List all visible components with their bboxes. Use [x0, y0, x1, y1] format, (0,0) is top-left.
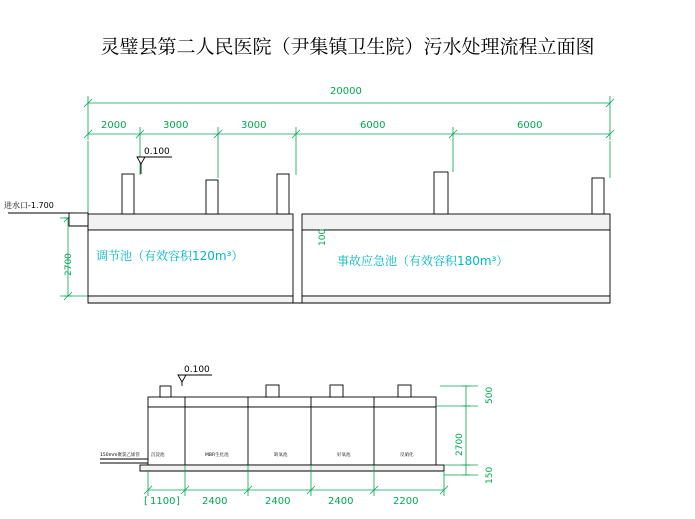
right-dimension-2700: 2700: [455, 433, 465, 456]
segment-dimension-3: 3000: [241, 120, 267, 131]
segment-dimension-5: 6000: [517, 120, 543, 131]
bottom-dimension-4: 2400: [328, 496, 354, 507]
level-mark-top: 0.100: [144, 147, 170, 157]
pipe-note-label: 150mm聚氯乙烯管: [100, 453, 140, 458]
chamber-label-4: 好氧池: [337, 453, 351, 458]
bottom-dimension-bracket-right: ]: [176, 496, 180, 507]
segment-dimension-4: 6000: [360, 120, 386, 131]
segment-dimension-1: 2000: [101, 120, 127, 131]
bottom-dimension-bracket-left: [: [144, 496, 148, 507]
right-dimension-150: 150: [485, 466, 495, 484]
bottom-dimension-5: 2200: [393, 496, 419, 507]
chamber-label-2: MBR生化池: [205, 453, 229, 458]
bottom-dimension-3: 2400: [265, 496, 291, 507]
inlet-label: 进水口-1.700: [4, 201, 54, 210]
chamber-label-3: 缺氧池: [274, 453, 288, 458]
chamber-label-1: 沉淀池: [151, 453, 165, 458]
tank-label-regulating: 调节池（有效容积120m³）: [96, 249, 244, 263]
right-dimension-500: 500: [485, 386, 495, 404]
bottom-dimension-1: 1100: [150, 496, 176, 507]
chamber-label-5: 反硝化: [400, 453, 414, 458]
level-mark-bottom: 0.100: [184, 365, 210, 375]
height-dimension-2700: 2700: [64, 253, 74, 276]
bottom-dimension-2: 2400: [202, 496, 228, 507]
segment-dimension-2: 3000: [163, 120, 189, 131]
page-title: 灵璧县第二人民医院（尹集镇卫生院）污水处理流程立面图: [100, 36, 595, 58]
overall-dimension-label: 20000: [330, 86, 362, 97]
tank-label-emergency: 事故应急池（有效容积180m³）: [337, 254, 509, 268]
wall-dimension-100: 100: [318, 228, 328, 246]
